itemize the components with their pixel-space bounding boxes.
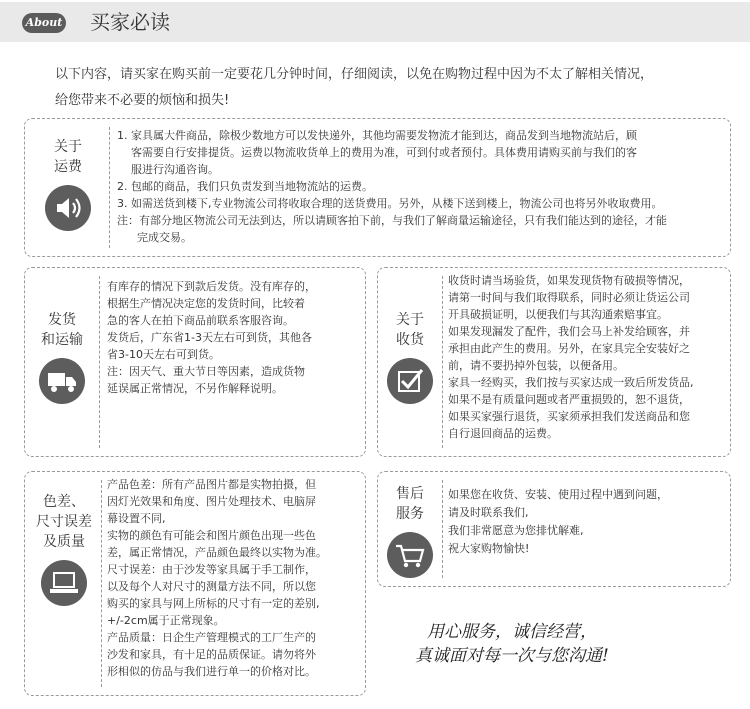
about-badge: About [22,13,66,33]
text-line: 如果发现漏发了配件，我们会马上补发给顾客，并 [448,325,690,338]
text-line: 产品质量：日企生产管理模式的工厂生产的 [107,631,316,644]
text-line: 请及时联系我们, [448,506,529,519]
text-line: 发货后，广东省1-3天左右可到货，其他各 [107,331,312,344]
text-line: 根据生产情况决定您的发货时间，比较着 [107,297,305,310]
text-line: 开具破损证明，以便我们与其沟通索赔事宜。 [448,308,668,321]
text-line: 延误属正常情况，不另作解释说明。 [107,382,283,395]
receiving-text [448,272,726,442]
after-sales-label [382,484,438,578]
section-title-line: 发货 [48,312,76,328]
text-line: 如果您在收货、安装、使用过程中遇到问题， [448,488,668,501]
text-line: 客需要自行安排提货。运费以物流收货单上的费用为准，可到付或者预付。具体费用请购买前与我们的客 [131,146,637,159]
shipping-fee-section [24,118,731,257]
text-line: 收货时请当场验货，如果发现货物有破损等情况， [448,274,690,287]
text-line: 家具一经购买，我们按与买家达成一致后所发货品, [448,376,694,389]
text-line: 产品色差：所有产品图片都是实物拍摄，但 [107,478,316,491]
section-divider [442,480,443,578]
section-divider [99,276,100,448]
text-line: 有库存的情况下到款后发货。没有库存的， [107,280,316,293]
slogan [415,620,735,668]
shipping-fee-label [35,137,101,231]
color-size-quality-section [24,471,366,696]
speaker-icon [45,185,91,231]
section-title-line: 关于 [396,312,424,328]
text-line: 省3-10天左右可到货。 [107,348,220,361]
text-line: 沙发和家具，有十足的品质保证。请勿将外 [107,648,316,661]
page-title: 买家必读 [90,10,170,34]
receiving-label [382,310,438,404]
text-line: 前，请不要扔掉外包装，以便备用。 [448,359,624,372]
text-line: 购买的家具与网上所标的尺寸有一定的差别, [107,597,320,610]
text-line: 注：有部分地区物流公司无法到达，所以请顾客拍下前，与我们了解商量运输途径，只有我们能达到的途径，才能 [117,214,667,227]
truck-icon [39,358,85,404]
after-sales-section [377,471,731,587]
shopping-cart-icon [387,532,433,578]
text-line: 3. 如需送货到楼下,专业物流公司将收取合理的送货费用。另外，从楼下送到楼上，物流公司也将另外收取费用。 [117,197,663,210]
text-line: 形相似的仿品与我们进行单一的价格对比。 [107,665,316,678]
text-line: 注：因天气、重大节日等因素，造成货物 [107,365,305,378]
slogan-line: 真诚面对每一次与您沟通! [415,646,609,666]
laptop-icon [41,560,87,606]
text-line: 以及每个人对尺寸的测量方法不同，所以您 [107,580,316,593]
intro-line: 给您带来不必要的烦恼和损失! [55,93,230,108]
text-line: 完成交易。 [137,231,192,244]
text-line: 尺寸误差：由于沙发等家具属于手工制作， [107,563,316,576]
delivery-section [24,267,366,457]
after-sales-text [448,486,726,558]
section-title-line: 和运输 [41,332,83,348]
text-line: 差，属正常情况，产品颜色最终以实物为准。 [107,546,327,559]
header-bar [0,2,750,42]
section-title-line: 关于 [54,139,82,155]
text-line: 服进行沟通咨询。 [131,163,219,176]
text-line: 1. 家具属大件商品，除极少数地方可以发快递外，其他均需要发物流才能到达，商品发到当地物流站后，顾 [117,129,637,142]
text-line: 我们非常愿意为您排忧解难, [448,524,584,537]
text-line: 如果不是有质量问题或者严重损毁的，恕不退货， [448,393,690,406]
checkmark-icon [387,358,433,404]
color-size-quality-text [107,476,363,680]
section-title-line: 及质量 [43,534,85,550]
text-line: 请第一时间与我们取得联系，同时必须让货运公司 [448,291,690,304]
section-title-line: 尺寸误差 [36,514,92,530]
section-title-line: 收货 [396,332,424,348]
text-line: 如果买家强行退货，买家须承担我们发送商品和您 [448,410,690,423]
section-divider [442,276,443,448]
slogan-line: 用心服务，诚信经营， [427,622,597,642]
intro-text [55,62,735,114]
text-line: 祝大家购物愉快! [448,542,530,555]
text-line: 因灯光效果和角度、图片处理技术、电脑屏 [107,495,316,508]
section-divider [109,127,110,248]
section-title-line: 服务 [396,506,424,522]
text-line: 自行退回商品的运费。 [448,427,558,440]
delivery-label [31,310,93,404]
color-size-quality-label [29,492,99,606]
section-divider [101,480,102,687]
delivery-text [107,278,359,397]
receiving-section [377,267,731,457]
text-line: +/-2cm属于正常现象。 [107,614,225,627]
section-title-line: 色差、 [43,494,85,510]
shipping-fee-text [117,127,725,246]
text-line: 承担由此产生的费用。另外，在家具完全安装好之 [448,342,690,355]
text-line: 2. 包邮的商品，我们只负责发到当地物流站的运费。 [117,180,373,193]
text-line: 实物的颜色有可能会和图片颜色出现一些色 [107,529,316,542]
section-title-line: 运费 [54,159,82,175]
intro-line: 以下内容，请买家在购买前一定要花几分钟时间，仔细阅读，以免在购物过程中因为不太了解相关情况， [55,67,654,82]
text-line: 急的客人在拍下商品前联系客服咨询。 [107,314,294,327]
text-line: 幕设置不同, [107,512,166,525]
section-title-line: 售后 [396,486,424,502]
